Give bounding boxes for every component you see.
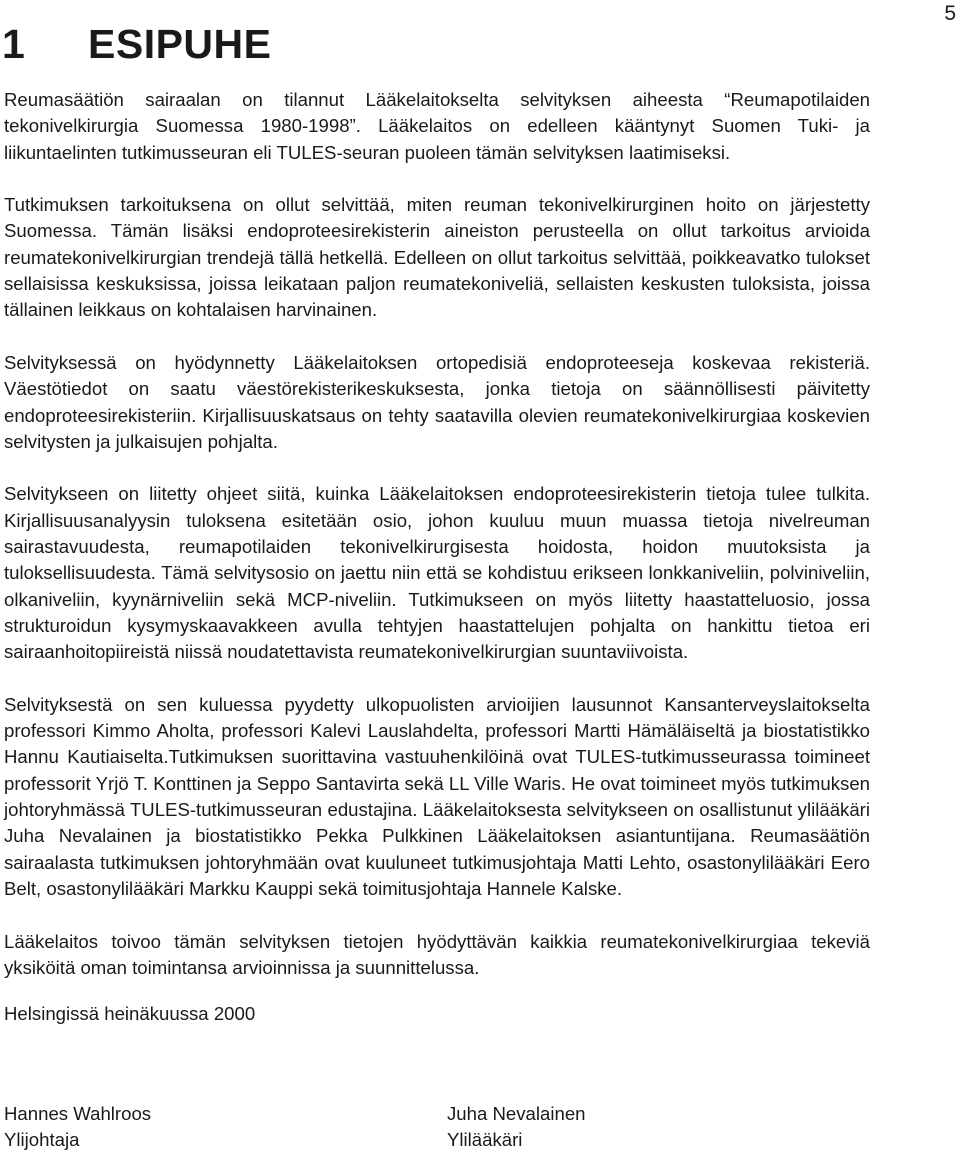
paragraph: Selvityksessä on hyödynnetty Lääkelaitoksen ortopedisiä endoproteeseja koskevaa rekisteriä. Väestötiedot on saatu väestörekisterikeskuksesta, jonka tietoja on säännöllisesti päivitetty endoproteesirekisteriin. Kirjallisuuskatsaus on tehty saatavilla olevien reumatekonivelkirurgiaa koskevien selvitysten ja julkaisujen pohjalta.	[4, 351, 870, 452]
paragraph: Selvitykseen on liitetty ohjeet siitä, kuinka Lääkelaitoksen endoproteesirekisterin tietoja tulee tulkita. Kirjallisuusanalyysin tuloksena esitetään osio, johon kuuluu muun muassa tietoja nivelreuman sairastavuudesta, reumapotilaiden tekonivelkirurgisesta hoidosta, hoidon muutoksista ja tuloksellisuudesta. Tämä selvitysosio on jaettu niin että se kohdistuu erikseen lonkkaniveliin, polviniveliin, olkaniveliin, kyynärniveliin sekä MCP-niveliin. Tutkimukseen on myös liitetty haastatteluosio, jossa strukturoidun kysymyskaavakkeen avulla tehtyjen haastattelujen pohjalta on hankittu tietoa eri sairaanhoitopiireistä niissä noudatettavista reumatekonivelkirurgian suuntaviivoista.	[4, 483, 870, 663]
place-and-date: Helsingissä heinäkuussa 2000	[4, 1003, 256, 1024]
signatory-name: Juha Nevalainen	[447, 1103, 586, 1124]
paragraph: Lääkelaitos toivoo tämän selvityksen tietojen hyödyttävän kaikkia reumatekonivelkirurgiaa tekeviä yksiköitä oman toimintansa arvioinnissa ja suunnittelussa.	[4, 930, 870, 978]
signature-block	[447, 1101, 586, 1153]
signatory-title: Ylilääkäri	[447, 1129, 523, 1150]
page-number: 5	[944, 2, 956, 25]
preface-body	[4, 87, 870, 1007]
paragraph: Reumasäätiön sairaalan on tilannut Lääkelaitokselta selvityksen aiheesta “Reumapotilaiden tekonivelkirurgia Suomessa 1980-1998”. Lääkelaitos on edelleen kääntynyt Suomen Tuki- ja liikuntaelinten tutkimusseuran eli TULES-seuran puoleen tämän selvityksen laatimiseksi.	[4, 89, 870, 163]
chapter-title: ESIPUHE	[88, 21, 272, 67]
paragraph: Selvityksestä on sen kuluessa pyydetty ulkopuolisten arvioijien lausunnot Kansanterveyslaitokselta professori Kimmo Aholta, professori Kalevi Lauslahdelta, professori Martti Hämäläiseltä ja biostatistikko Hannu Kautiaiselta.Tutkimuksen suorittavina vastuuhenkilöinä ovat TULES-tutkimusseurassa toimineet professorit Yrjö T. Konttinen ja Seppo Santavirta sekä LL Ville Waris. He ovat toimineet myös tutkimuksen johtoryhmässä TULES-tutkimusseuran edustajina. Lääkelaitoksesta selvitykseen on osallistunut ylilääkäri Juha Nevalainen ja biostatistikko Pekka Pulkkinen Lääkelaitoksen asiantuntijana. Reumasäätiön sairaalasta tutkimuksen johtoryhmään ovat kuuluneet tutkimusjohtaja Matti Lehto, osastonylilääkäri Eero Belt, osastonylilääkäri Markku Kauppi sekä toimitusjohtaja Hannele Kalske.	[4, 693, 870, 899]
chapter-heading	[2, 20, 272, 68]
signature-block	[4, 1101, 151, 1153]
chapter-number: 1	[2, 21, 26, 67]
signatory-name: Hannes Wahlroos	[4, 1103, 152, 1124]
paragraph: Tutkimuksen tarkoituksena on ollut selvittää, miten reuman tekonivelkirurginen hoito on järjestetty Suomessa. Tämän lisäksi endoproteesirekisterin aineiston perusteella on ollut tarkoitus arvioida reumatekonivelkirurgian trendejä tällä hetkellä. Edelleen on ollut tarkoitus selvittää, poikkeavatko tulokset sellaisissa keskuksissa, joissa leikataan paljon reumatekoniveliä, sellaisten keskusten tuloksista, joissa tällainen leikkaus on kohtalaisen harvinainen.	[4, 194, 870, 321]
signatory-title: Ylijohtaja	[4, 1129, 80, 1150]
